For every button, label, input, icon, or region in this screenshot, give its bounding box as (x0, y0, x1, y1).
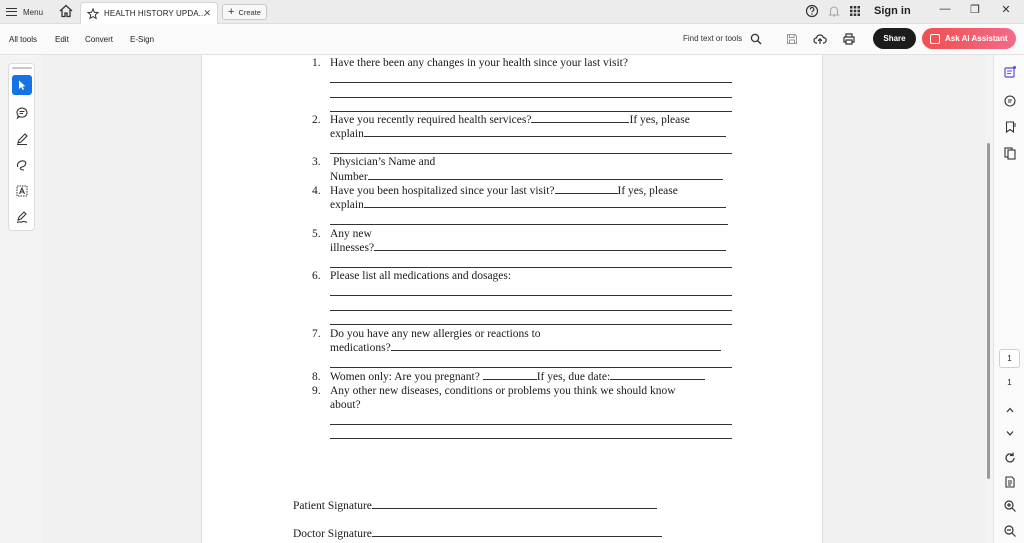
freehand-icon (15, 158, 29, 172)
page-fit-icon[interactable] (1003, 475, 1017, 489)
illnesses-label: illnesses? (330, 242, 375, 254)
answer-line[interactable] (610, 371, 705, 380)
question-3-number-line (330, 171, 723, 183)
question-8-followup: If yes, due date: (536, 371, 611, 383)
answer-line[interactable] (330, 224, 728, 225)
comment-tool[interactable] (12, 103, 32, 123)
comment-panel-icon[interactable] (1003, 94, 1017, 108)
explain-label: explain (330, 199, 364, 211)
edit-menu[interactable]: Edit (55, 35, 69, 44)
question-3-text: Physician’s Name and (333, 156, 436, 168)
toolbar (0, 24, 1024, 55)
document-tab[interactable] (80, 2, 218, 24)
signature-line[interactable] (372, 528, 662, 537)
rotate-icon[interactable] (1003, 451, 1017, 465)
question-5-text: Any new (330, 228, 372, 240)
left-tools-panel (8, 63, 35, 231)
answer-line[interactable] (330, 267, 732, 268)
question-number: 7. (312, 328, 321, 340)
answer-line[interactable] (531, 114, 629, 123)
plus-icon: + (228, 5, 235, 18)
signature-line[interactable] (372, 500, 657, 509)
search-icon[interactable] (750, 33, 762, 45)
select-tool[interactable] (12, 75, 32, 95)
esign-menu[interactable]: E-Sign (130, 35, 155, 44)
answer-line[interactable] (330, 324, 732, 325)
menu-button[interactable] (6, 4, 43, 20)
print-icon[interactable] (842, 32, 856, 46)
close-tab-icon[interactable]: ✕ (203, 8, 211, 18)
save-icon[interactable] (785, 32, 799, 46)
sign-in-button[interactable]: Sign in (874, 5, 911, 17)
question-number: 3. (312, 156, 321, 168)
pages-icon[interactable] (1003, 146, 1017, 160)
vertical-scrollbar[interactable] (985, 55, 993, 543)
answer-line[interactable] (374, 242, 726, 251)
medications-label: medications? (330, 342, 391, 354)
answer-line[interactable] (555, 185, 618, 194)
document-page (201, 55, 823, 543)
question-1-text: Have there been any changes in your health since your last visit? (330, 57, 628, 69)
share-button[interactable]: Share (873, 28, 916, 49)
bell-icon[interactable] (827, 4, 841, 18)
cursor-icon (16, 79, 28, 91)
question-7-medications (330, 342, 721, 354)
question-9-text: Any other new diseases, conditions or problems you think we should know (330, 385, 676, 397)
ai-assistant-icon (930, 34, 940, 44)
right-rail (993, 55, 1024, 543)
question-4-followup: If yes, please (617, 185, 678, 197)
panel-grip[interactable] (12, 67, 32, 69)
all-tools-menu[interactable]: All tools (9, 35, 38, 44)
question-4-prompt: Have you been hospitalized since your last visit? (330, 185, 555, 197)
scroll-thumb[interactable] (987, 143, 990, 479)
question-2-prompt: Have you recently required health services? (330, 114, 532, 126)
question-6-text: Please list all medications and dosages: (330, 270, 512, 282)
star-icon[interactable] (87, 8, 99, 20)
question-2-explain (330, 128, 726, 140)
question-number: 5. (312, 228, 321, 240)
answer-line[interactable] (364, 199, 726, 208)
answer-line[interactable] (330, 310, 732, 311)
minimize-button[interactable]: — (939, 3, 951, 15)
question-2-text (330, 114, 690, 126)
doctor-signature (293, 528, 662, 540)
bookmark-icon[interactable] (1003, 120, 1017, 134)
total-pages: 1 (1007, 378, 1012, 387)
draw-tool[interactable] (12, 155, 32, 175)
apps-grid-icon[interactable] (848, 4, 862, 18)
pen-icon (15, 132, 29, 146)
answer-line[interactable] (330, 295, 732, 296)
answer-line[interactable] (330, 438, 732, 439)
question-number: 9. (312, 385, 321, 397)
ai-summary-icon[interactable] (1003, 65, 1017, 79)
highlight-tool[interactable] (12, 129, 32, 149)
answer-line[interactable] (330, 97, 732, 98)
question-number: 1. (312, 57, 321, 69)
answer-line[interactable] (483, 371, 537, 380)
answer-line[interactable] (330, 82, 732, 83)
close-window-button[interactable]: ✕ (1001, 4, 1011, 16)
hamburger-icon (6, 8, 17, 16)
question-4-text (330, 185, 678, 197)
zoom-in-icon[interactable] (1003, 499, 1017, 513)
question-8-prompt: Women only: Are you pregnant? (330, 371, 480, 383)
answer-line[interactable] (330, 111, 732, 112)
create-button[interactable] (222, 4, 267, 20)
ai-assistant-label: Ask AI Assistant (945, 34, 1008, 43)
current-page-input[interactable]: 1 (999, 349, 1020, 368)
answer-line[interactable] (330, 424, 732, 425)
question-5-illnesses (330, 242, 726, 254)
answer-line[interactable] (364, 128, 726, 137)
chevron-up-icon[interactable] (1003, 403, 1017, 417)
zoom-out-icon[interactable] (1003, 524, 1017, 538)
restore-button[interactable]: ❐ (970, 4, 980, 16)
explain-label: explain (330, 128, 364, 140)
patient-signature (293, 500, 657, 512)
tab-title: HEALTH HISTORY UPDA... (104, 9, 206, 18)
question-9-about: about? (330, 399, 361, 411)
question-number: 2. (312, 114, 321, 126)
chevron-down-icon[interactable] (1003, 426, 1017, 440)
menu-label: Menu (23, 7, 44, 17)
answer-line[interactable] (330, 367, 732, 368)
text-box-icon (15, 184, 29, 198)
comment-icon (15, 106, 29, 120)
convert-menu[interactable]: Convert (85, 35, 114, 44)
number-label: Number (330, 171, 368, 183)
doctor-signature-label: Doctor Signature (293, 528, 372, 540)
question-2-followup: If yes, please (629, 114, 690, 126)
question-number: 6. (312, 270, 321, 282)
text-tool[interactable] (12, 181, 32, 201)
tab-bar (0, 0, 1024, 24)
help-icon[interactable] (805, 4, 819, 18)
find-text-or-tools[interactable]: Find text or tools (683, 34, 743, 43)
question-number: 8. (312, 371, 321, 383)
answer-line[interactable] (391, 342, 721, 351)
patient-signature-label: Patient Signature (293, 500, 372, 512)
answer-line[interactable] (368, 171, 723, 180)
question-4-explain (330, 199, 726, 211)
home-icon[interactable] (58, 3, 74, 19)
signature-icon (15, 210, 29, 224)
question-8-text (330, 371, 705, 383)
question-number: 4. (312, 185, 321, 197)
ai-assistant-button[interactable] (922, 28, 1016, 49)
answer-line[interactable] (330, 153, 732, 154)
sign-tool[interactable] (12, 207, 32, 227)
create-label: Create (238, 7, 261, 17)
question-7-text: Do you have any new allergies or reactions to (330, 328, 541, 340)
cloud-upload-icon[interactable] (813, 32, 827, 46)
